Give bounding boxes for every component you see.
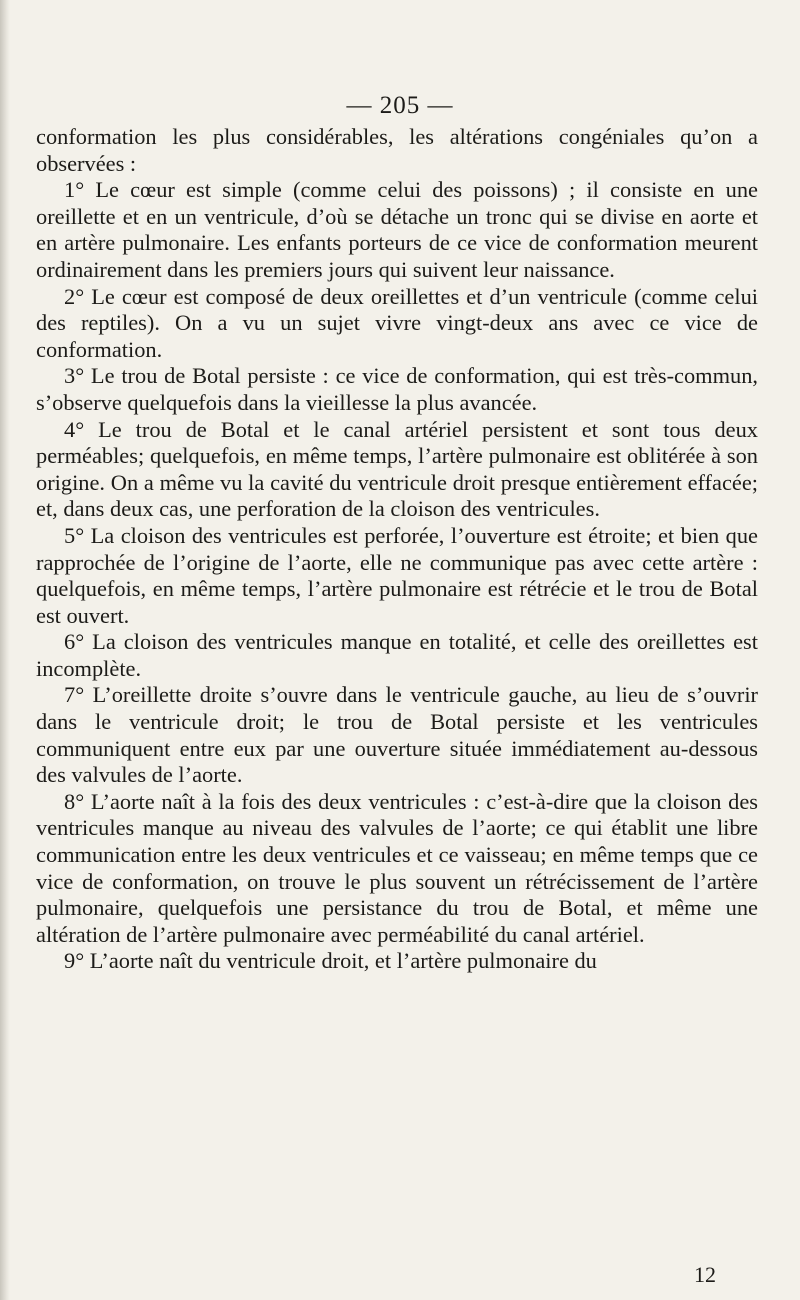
paragraph-intro: conformation les plus considérables, les altérations congéniales qu’on a observées : (36, 124, 758, 176)
paragraph-item-9: 9° L’aorte naît du ventricule droit, et l’artère pulmonaire du (64, 948, 597, 974)
paragraph-item-1: 1° Le cœur est simple (comme celui des poissons) ; il consiste en une oreillette et en un ventricule, d’où se détache un tronc qui se divise en aorte et en artère pulmonaire. Les enfants porteurs de ce vice de conformation meurent ordinairement dans les premiers jours qui suivent leur naissance. (36, 177, 758, 282)
paragraph-item-2: 2° Le cœur est composé de deux oreillettes et d’un ventricule (comme celui des reptiles). On a vu un sujet vivre vingt-deux ans avec ce vice de conformation. (36, 283, 758, 362)
paragraph-item-3: 3° Le trou de Botal persiste : ce vice de conformation, qui est très-commun, s’observe quelquefois dans la vieillesse la plus avancée. (36, 363, 758, 415)
body-text (36, 124, 758, 975)
paragraph-item-8: 8° L’aorte naît à la fois des deux ventricules : c’est-à-dire que la cloison des ventricules manque au niveau des valvules de l’aorte; ce qui établit une libre communication entre les deux ventricules et ce vaisseau; en même temps que ce vice de conformation, on trouve le plus souvent un rétrécissement de l’artère pulmonaire, quelquefois une persistance du trou de Botal, et même une altération de l’artère pulmonaire avec perméabilité du canal artériel. (36, 788, 758, 947)
paragraph-item-7: 7° L’oreillette droite s’ouvre dans le ventricule gauche, au lieu de s’ouvrir dans le ventricule droit; le trou de Botal persiste et les ventricules communiquent entre eux par une ouverture située immédiatement au-dessous des valvules de l’aorte. (36, 682, 758, 788)
paragraph-item-6: 6° La cloison des ventricules manque en totalité, et celle des oreillettes est incomplète. (36, 629, 758, 681)
paragraph-item-5: 5° La cloison des ventricules est perforée, l’ouverture est étroite; et bien que rapprochée de l’origine de l’aorte, elle ne communique pas avec cette artère : quelquefois, en même temps, l’artère pulmonaire est rétrécie et le trou de Botal est ouvert. (36, 522, 758, 628)
page-number: — 205 — (346, 92, 454, 119)
page-binding-shadow (0, 0, 10, 1300)
signature-mark: 12 (694, 1262, 716, 1287)
paragraph-item-4: 4° Le trou de Botal et le canal artériel persistent et sont tous deux perméables; quelquefois, en même temps, l’artère pulmonaire est oblitérée à son origine. On a même vu la cavité du ventricule droit presque entièrement effacée; et, dans deux cas, une perforation de la cloison des ventricules. (36, 416, 758, 522)
